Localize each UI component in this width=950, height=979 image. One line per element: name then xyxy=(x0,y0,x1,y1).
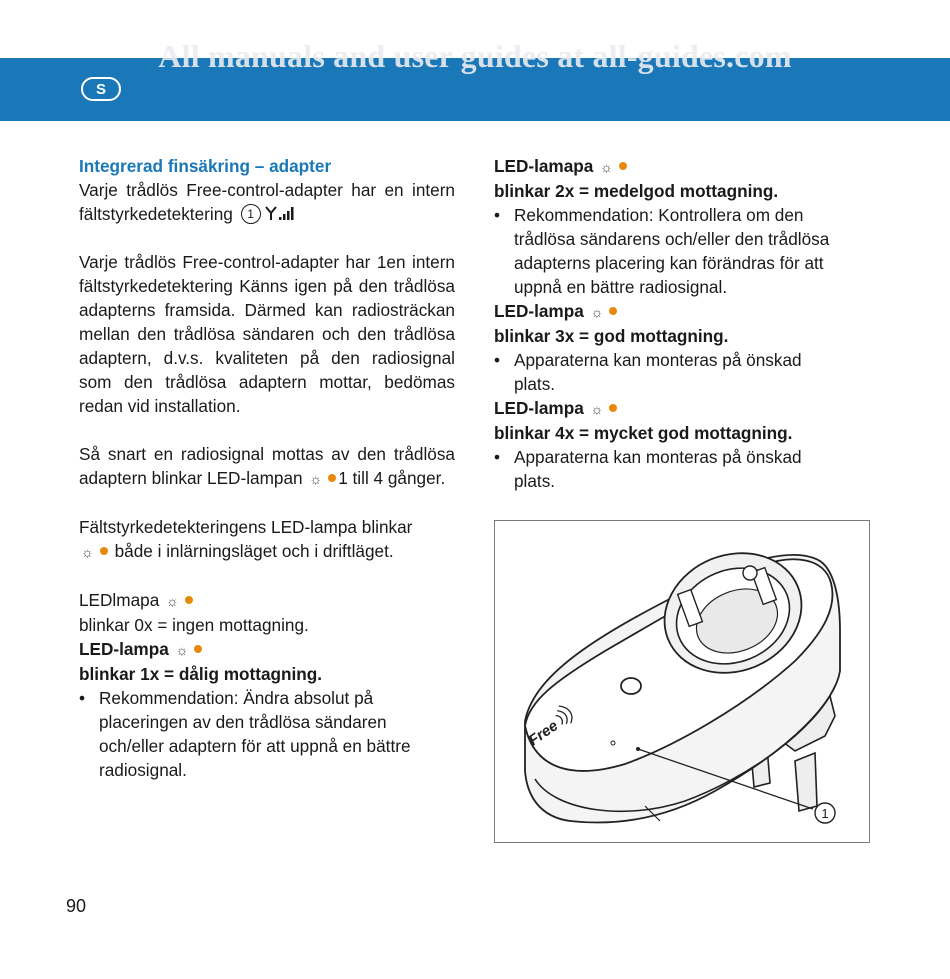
sun-icon: ☼ xyxy=(590,401,604,417)
language-badge: S xyxy=(81,77,121,101)
figure-adapter-illustration xyxy=(494,520,870,843)
sun-icon: ☼ xyxy=(590,304,604,320)
blink-text-start: Så snart en radiosignal mottas av den trådlösa adaptern blinkar LED-lampan xyxy=(79,444,455,488)
paragraph-blink-range xyxy=(79,442,455,491)
sun-icon: ☼ xyxy=(175,642,189,658)
paragraph-modes-line2 xyxy=(79,539,455,564)
led3-label xyxy=(494,299,866,324)
led2-label-text: LED-lamapa xyxy=(494,156,594,176)
led-dot-icon xyxy=(185,596,193,604)
callout-number: 1 xyxy=(821,806,829,821)
led1-label xyxy=(79,637,455,662)
bullet: • xyxy=(79,688,86,708)
modes-text: både i inlärningsläget och i driftläget. xyxy=(114,541,394,561)
bullet: • xyxy=(494,205,501,225)
led4-label xyxy=(494,396,866,421)
led1-desc: blinkar 1x = dålig mottagning. xyxy=(79,664,323,684)
led-dot-icon xyxy=(100,547,108,555)
led3-label-text: LED-lampa xyxy=(494,301,584,321)
plug-adapter-illustration xyxy=(495,521,869,842)
led0-desc: blinkar 0x = ingen mottagning. xyxy=(79,615,309,635)
led1-recommendation xyxy=(79,686,455,782)
led2-desc: blinkar 2x = medelgod mottagning. xyxy=(494,181,779,201)
section-heading: Integrerad finsäkring – adapter xyxy=(79,156,332,176)
watermark: All manuals and user guides at all-guides.com xyxy=(158,38,792,74)
led3-desc: blinkar 3x = god mottagning. xyxy=(494,326,729,346)
bullet: • xyxy=(494,350,501,370)
led0-label xyxy=(79,588,455,613)
sun-icon: ☼ xyxy=(81,544,94,560)
paragraph-modes-line1: Fältstyrkedetekteringens LED-lampa blinkar xyxy=(79,517,413,537)
led-dot-icon xyxy=(609,307,617,315)
sun-icon: ☼ xyxy=(600,159,613,175)
intro-text: Varje trådlös Free-control-adapter har en intern fältstyrkedetektering xyxy=(79,180,455,224)
led1-rec-text: Rekommendation: Ändra absolut på placeringen av den trådlösa sändaren och/eller adaptern för att uppnå en bättre radiosignal. xyxy=(99,688,411,780)
led4-rec-text: Apparaterna kan monteras på önskad plats. xyxy=(514,447,802,491)
page-number: 90 xyxy=(66,896,87,916)
led3-recommendation xyxy=(494,348,866,396)
led-dot-icon xyxy=(194,645,202,653)
led3-rec-text: Apparaterna kan monteras på önskad plats. xyxy=(514,350,802,394)
paragraph-detection: Varje trådlös Free-control-adapter har 1en intern fältstyrkedetektering Känns igen på den trådlösa adapterns framsida. Därmed kan radiosträckan mellan den trådlösa sändaren och den trådlösa adaptern, d.v.s. kvaliteten på den radiosignal som den trådlösa adaptern mottar, bedömas redan vid installation. xyxy=(79,252,455,416)
led-dot-icon xyxy=(328,474,336,482)
led0-label-text: LEDlmapa xyxy=(79,590,160,610)
ref-number-circle: 1 xyxy=(241,204,261,224)
led2-rec-text: Rekommendation: Kontrollera om den trådlösa sändarens och/eller den trådlösa adapterns placering kan förändras för att uppnå en bättre radiosignal. xyxy=(514,205,830,297)
led4-label-text: LED-lampa xyxy=(494,398,584,418)
intro-paragraph xyxy=(79,178,455,226)
blink-text-end: 1 till 4 gånger. xyxy=(338,468,446,488)
device-logo-text: Free xyxy=(525,717,562,750)
led2-label xyxy=(494,154,866,179)
left-column xyxy=(79,154,455,782)
led-dot-icon xyxy=(619,162,627,170)
sun-icon: ☼ xyxy=(309,471,323,487)
bullet: • xyxy=(494,447,501,467)
adapter-button xyxy=(621,678,641,694)
antenna-signal-icon xyxy=(265,205,295,221)
led4-recommendation xyxy=(494,445,866,493)
right-column xyxy=(494,154,866,493)
led-dot-icon xyxy=(609,404,617,412)
sun-icon: ☼ xyxy=(166,593,179,609)
led1-label-text: LED-lampa xyxy=(79,639,169,659)
led2-recommendation xyxy=(494,203,866,299)
led4-desc: blinkar 4x = mycket god mottagning. xyxy=(494,423,793,443)
